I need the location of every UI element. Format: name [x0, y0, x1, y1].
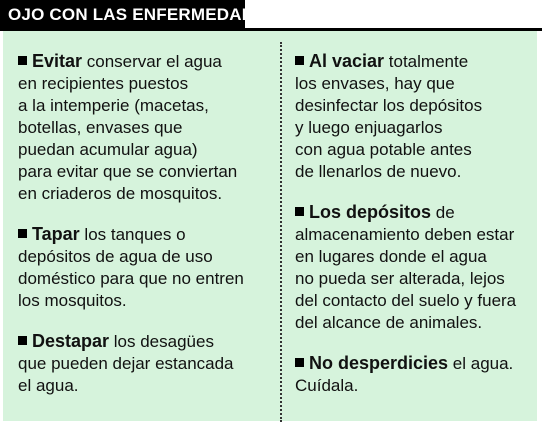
tip-line: con agua potable antes: [295, 140, 472, 159]
column-divider: [280, 42, 282, 422]
tip-line: los mosquitos.: [18, 291, 127, 310]
tip-line: almacenamiento deben estar: [295, 225, 515, 244]
tip-item: [295, 50, 535, 183]
tip-item: [295, 201, 535, 334]
tip-lead: Tapar: [32, 224, 80, 244]
tip-line: de llenarlos de nuevo.: [295, 162, 462, 181]
tip-line: depósitos de agua de uso: [18, 247, 213, 266]
tip-line: desinfectar los depósitos: [295, 96, 483, 115]
tip-item: [18, 223, 280, 312]
tip-line: botellas, envases que: [18, 118, 183, 137]
tip-line: en recipientes puestos: [18, 74, 189, 93]
square-bullet-icon: [18, 336, 27, 345]
tip-item: [18, 330, 280, 397]
tip-line: que pueden dejar estancada: [18, 354, 234, 373]
tip-line: no pueda ser alterada, lejos: [295, 269, 505, 288]
tip-lead: Evitar: [32, 51, 83, 71]
left-column: [18, 50, 280, 415]
tip-line: doméstico para que no entren: [18, 269, 244, 288]
square-bullet-icon: [295, 56, 304, 65]
square-bullet-icon: [18, 56, 27, 65]
square-bullet-icon: [295, 358, 304, 367]
tip-line: a la intemperie (macetas,: [18, 96, 209, 115]
tip-text: conservar el agua: [82, 52, 222, 71]
tip-line: Cuídala.: [295, 376, 359, 395]
tip-line: en lugares donde el agua: [295, 247, 487, 266]
square-bullet-icon: [18, 229, 27, 238]
tip-text: los tanques o: [79, 225, 186, 244]
tip-text: los desagües: [109, 332, 214, 351]
tip-lead: Destapar: [32, 331, 110, 351]
header-title: OJO CON LAS ENFERMEDADES: [8, 5, 278, 24]
tip-text: el agua.: [448, 354, 514, 373]
tip-text: totalmente: [384, 52, 469, 71]
tip-item: [18, 50, 280, 205]
tip-text: de: [431, 203, 455, 222]
tip-line: y luego enjuagarlos: [295, 118, 443, 137]
tip-line: del contacto del suelo y fuera: [295, 291, 517, 310]
square-bullet-icon: [295, 207, 304, 216]
tip-line: del alcance de animales.: [295, 313, 483, 332]
tip-lead: No desperdicies: [309, 353, 449, 373]
tip-lead: Al vaciar: [309, 51, 385, 71]
header-bar: [0, 0, 278, 30]
tip-line: puedan acumular agua): [18, 140, 198, 159]
tip-line: para evitar que se conviertan: [18, 162, 238, 181]
tip-line: los envases, hay que: [295, 74, 455, 93]
tip-line: el agua.: [18, 376, 79, 395]
tip-line: en criaderos de mosquitos.: [18, 184, 223, 203]
tip-lead: Los depósitos: [309, 202, 432, 222]
tip-item: [295, 352, 535, 397]
right-column: [295, 50, 535, 415]
